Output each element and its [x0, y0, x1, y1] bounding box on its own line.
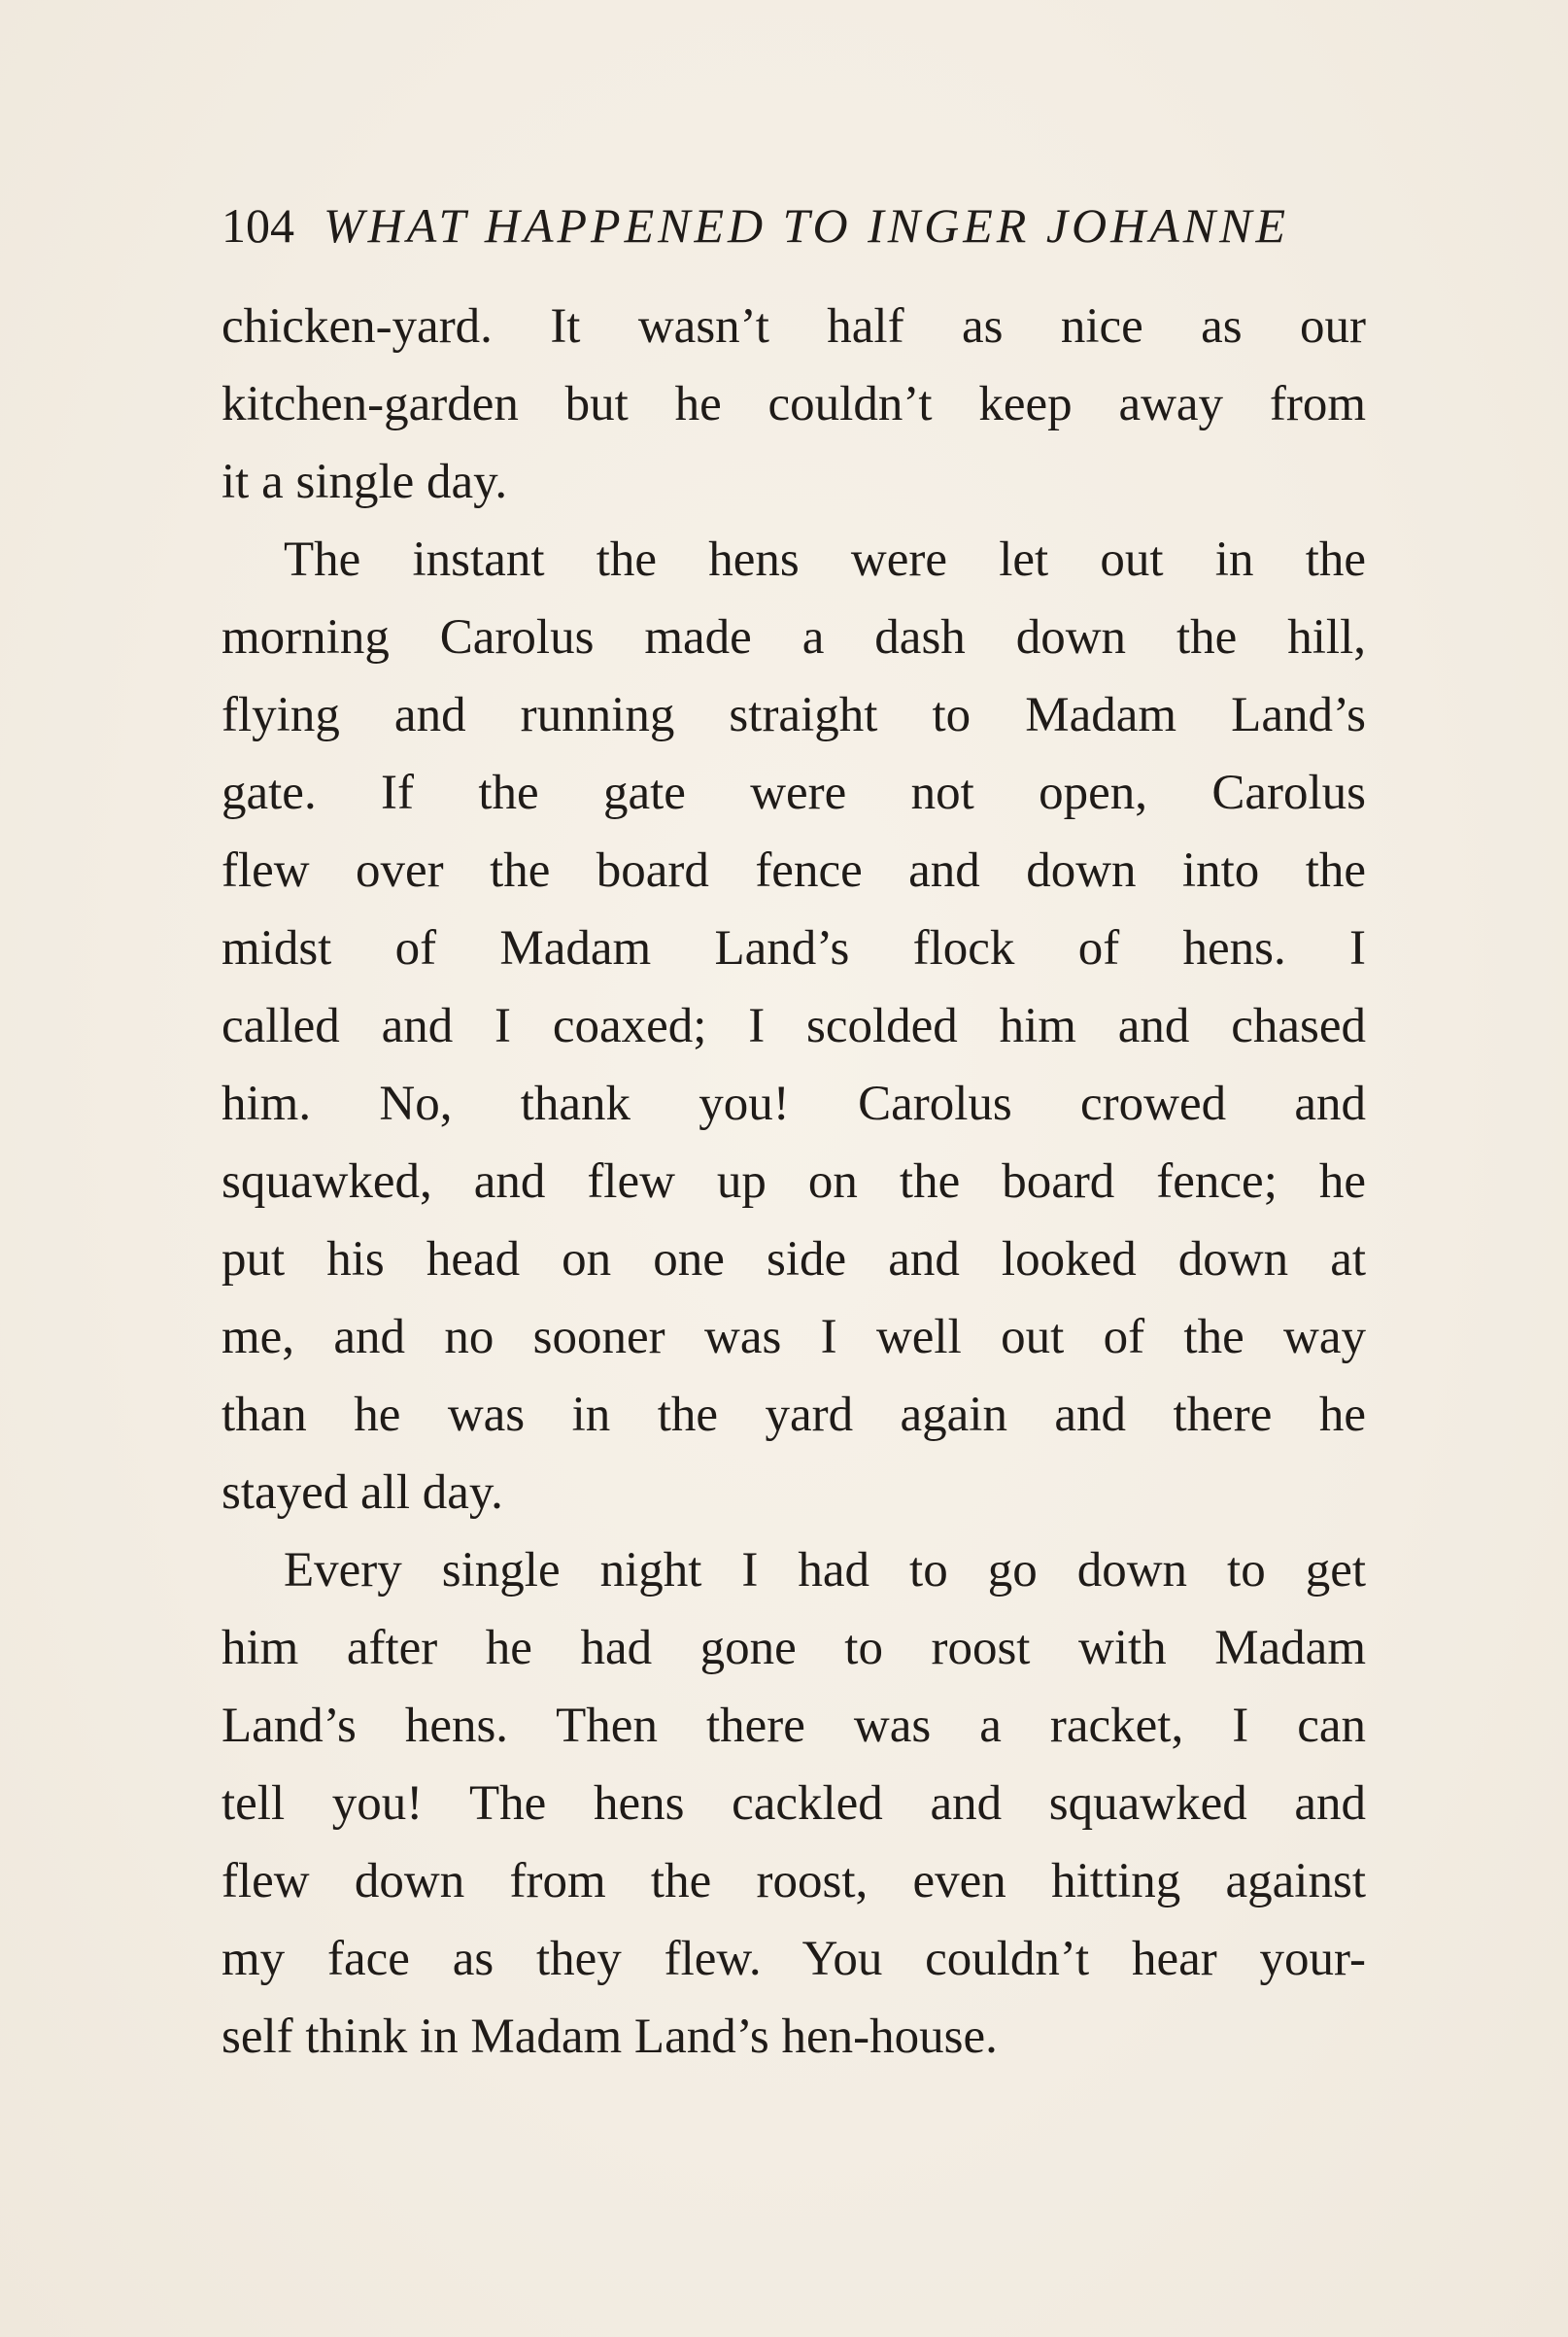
text-line: stayed all day.	[222, 1465, 503, 1520]
text-line: squawked, and flew up on the board fence; he	[222, 1154, 1366, 1209]
text-line: him after he had gone to roost with Madam	[222, 1621, 1366, 1675]
body-text	[222, 288, 1366, 2076]
text-line: it a single day.	[222, 455, 508, 509]
page-number: 104	[222, 198, 294, 253]
text-line: Every single night I had to go down to get	[284, 1543, 1366, 1598]
running-head	[222, 190, 1366, 260]
text-line: Land’s hens. Then there was a racket, I can	[222, 1699, 1366, 1753]
text-line: gate. If the gate were not open, Carolus	[222, 766, 1366, 820]
text-line: chicken-yard. It wasn’t half as nice as our	[222, 299, 1366, 354]
text-line: than he was in the yard again and there he	[222, 1388, 1366, 1442]
text-line: tell you! The hens cackled and squawked and	[222, 1776, 1366, 1831]
running-title: WHAT HAPPENED TO INGER JOHANNE	[324, 198, 1290, 253]
text-line: called and I coaxed; I scolded him and chased	[222, 999, 1366, 1053]
text-line: flying and running straight to Madam Land’s	[222, 688, 1366, 742]
text-line: flew down from the roost, even hitting against	[222, 1854, 1366, 1908]
text-line: morning Carolus made a dash down the hill,	[222, 610, 1366, 665]
text-line: midst of Madam Land’s flock of hens. I	[222, 921, 1366, 976]
text-line: self think in Madam Land’s hen-house.	[222, 2010, 998, 2064]
text-line: me, and no sooner was I well out of the way	[222, 1310, 1366, 1364]
text-line: The instant the hens were let out in the	[284, 533, 1366, 587]
text-line: my face as they flew. You couldn’t hear your-	[222, 1932, 1366, 1986]
text-line: flew over the board fence and down into the	[222, 843, 1366, 898]
text-line: kitchen-garden but he couldn’t keep away from	[222, 377, 1366, 431]
text-line: him. No, thank you! Carolus crowed and	[222, 1077, 1366, 1131]
text-line: put his head on one side and looked down at	[222, 1232, 1366, 1287]
